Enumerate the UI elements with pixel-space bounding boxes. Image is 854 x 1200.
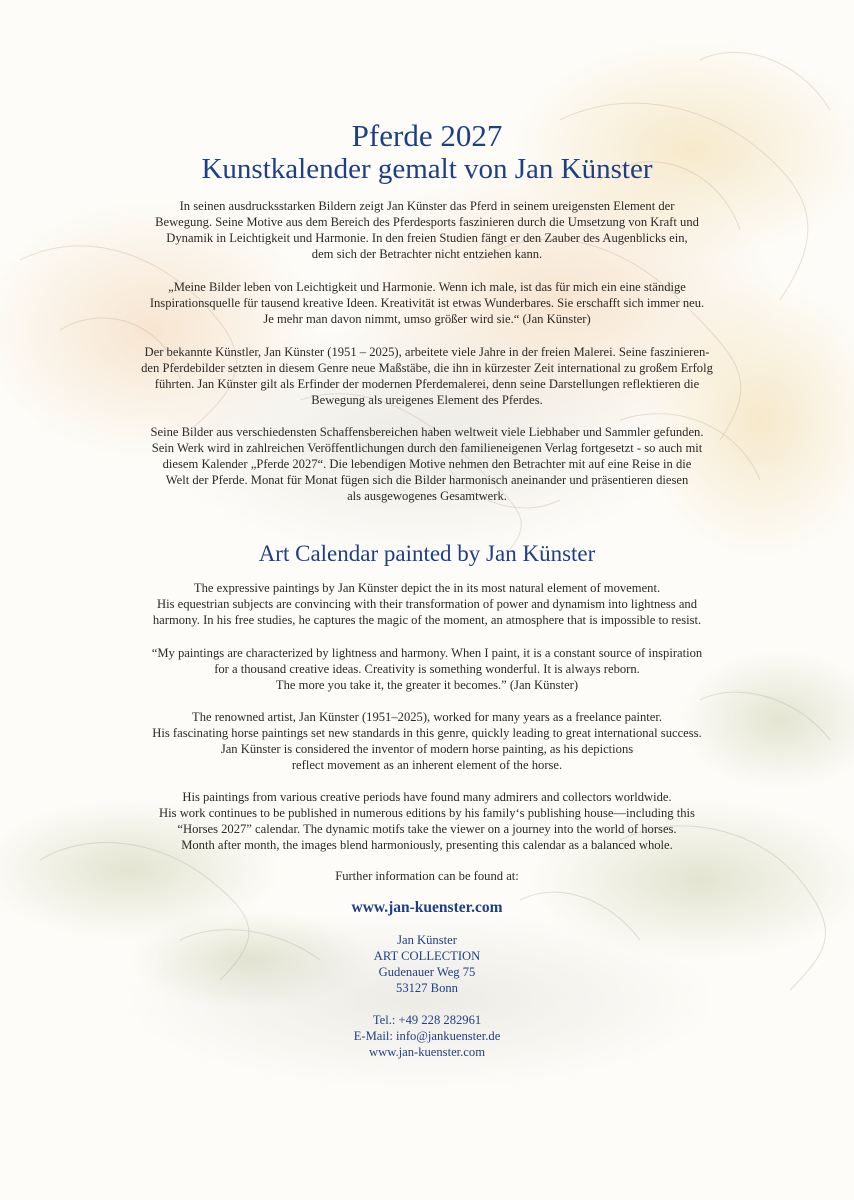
- contact-street: Gudenauer Weg 75: [378, 965, 476, 979]
- english-paragraph-calendar: His paintings from various creative periods have found many admirers and collectors worldwide. His work continues to be published in numerous editions by his family‘s publishing house—including this “Horses 2027” calendar. The dynamic motifs take the viewer on a journey into the world of horses. Month after month, the images blend harmoniously, presenting this calendar as a balanced whole.: [159, 790, 695, 853]
- contact-website-link[interactable]: www.jan-kuenster.com: [369, 1045, 485, 1059]
- german-paragraph-intro: In seinen ausdrucksstarken Bildern zeigt Jan Künster das Pferd in seinem ureigensten Element der Bewegung. Seine Motive aus dem Bereich des Pferdesports faszinieren durch die Umsetzung von Kraft und Dynamik in Leichtigkeit und Harmonie. In den freien Studien fängt er den Zauber des Augenblicks ein, dem sich der Betrachter nicht entziehen kann.: [155, 199, 699, 262]
- page-subtitle: Kunstkalender gemalt von Jan Künster: [201, 153, 653, 185]
- further-info-label: Further information can be found at:: [335, 869, 519, 883]
- website-link[interactable]: www.jan-kuenster.com: [351, 899, 503, 916]
- contact-email[interactable]: E-Mail: info@jankuenster.de: [353, 1029, 501, 1043]
- german-paragraph-quote: „Meine Bilder leben von Leichtigkeit und Harmonie. Wenn ich male, ist das für mich ein eine ständige Inspirationsquelle für tausend kreative Ideen. Kreativität ist etwas Wunderbares. Sie erschafft sich immer neu. Je mehr man davon nimmt, umso größer wird sie.“ (Jan Künster): [149, 280, 705, 327]
- contact-company: ART COLLECTION: [373, 949, 481, 963]
- english-heading: Art Calendar painted by Jan Künster: [258, 541, 596, 566]
- english-paragraph-intro: The expressive paintings by Jan Künster depict the in its most natural element of movement. His equestrian subjects are convincing with their transformation of power and dynamism into lightness and harmony. In his free studies, he captures the magic of the moment, an atmosphere that is impossible to resist.: [152, 581, 702, 628]
- german-paragraph-calendar: Seine Bilder aus verschiedensten Schaffensbereichen haben weltweit viele Liebhaber und Sammler gefunden. Sein Werk wird in zahlreichen Veröffentlichungen durch den familieneigenen Verlag fortgesetzt - so auch mit diesem Kalender „Pferde 2027“. Die lebendigen Motive nehmen den Betrachter mit auf eine Reise in die Welt der Pferde. Monat für Monat fügen sich die Bilder harmonisch aneinander und präsentieren diesen als ausgewogenes Gesamtwerk.: [150, 425, 704, 504]
- contact-city: 53127 Bonn: [396, 981, 458, 995]
- english-paragraph-biography: The renowned artist, Jan Künster (1951–2025), worked for many years as a freelance painter. His fascinating horse paintings set new standards in this genre, quickly leading to great international success. Jan Künster is considered the inventor of modern horse painting, as his depictions reflect movement as an inherent element of the horse.: [152, 710, 702, 773]
- page-title: Pferde 2027: [351, 118, 503, 153]
- german-paragraph-biography: Der bekannte Künstler, Jan Künster (1951 – 2025), arbeitete viele Jahre in der freien Malerei. Seine faszinieren- den Pferdebilder setzten in diesem Genre neue Maßstäbe, die ihn in kürzester Zeit international zu großem Erfolg führten. Jan Künster gilt als Erfinder der modernen Pferdemalerei, denn seine Darstellungen reflektieren die Bewegung als ureigenes Element des Pferdes.: [141, 345, 713, 408]
- english-paragraph-quote: “My paintings are characterized by lightness and harmony. When I paint, it is a constant source of inspiration for a thousand creative ideas. Creativity is something wonderful. It is always reborn. The more you take it, the greater it becomes.” (Jan Künster): [151, 646, 703, 693]
- contact-phone[interactable]: Tel.: +49 228 282961: [372, 1013, 482, 1027]
- contact-name: Jan Künster: [397, 933, 457, 947]
